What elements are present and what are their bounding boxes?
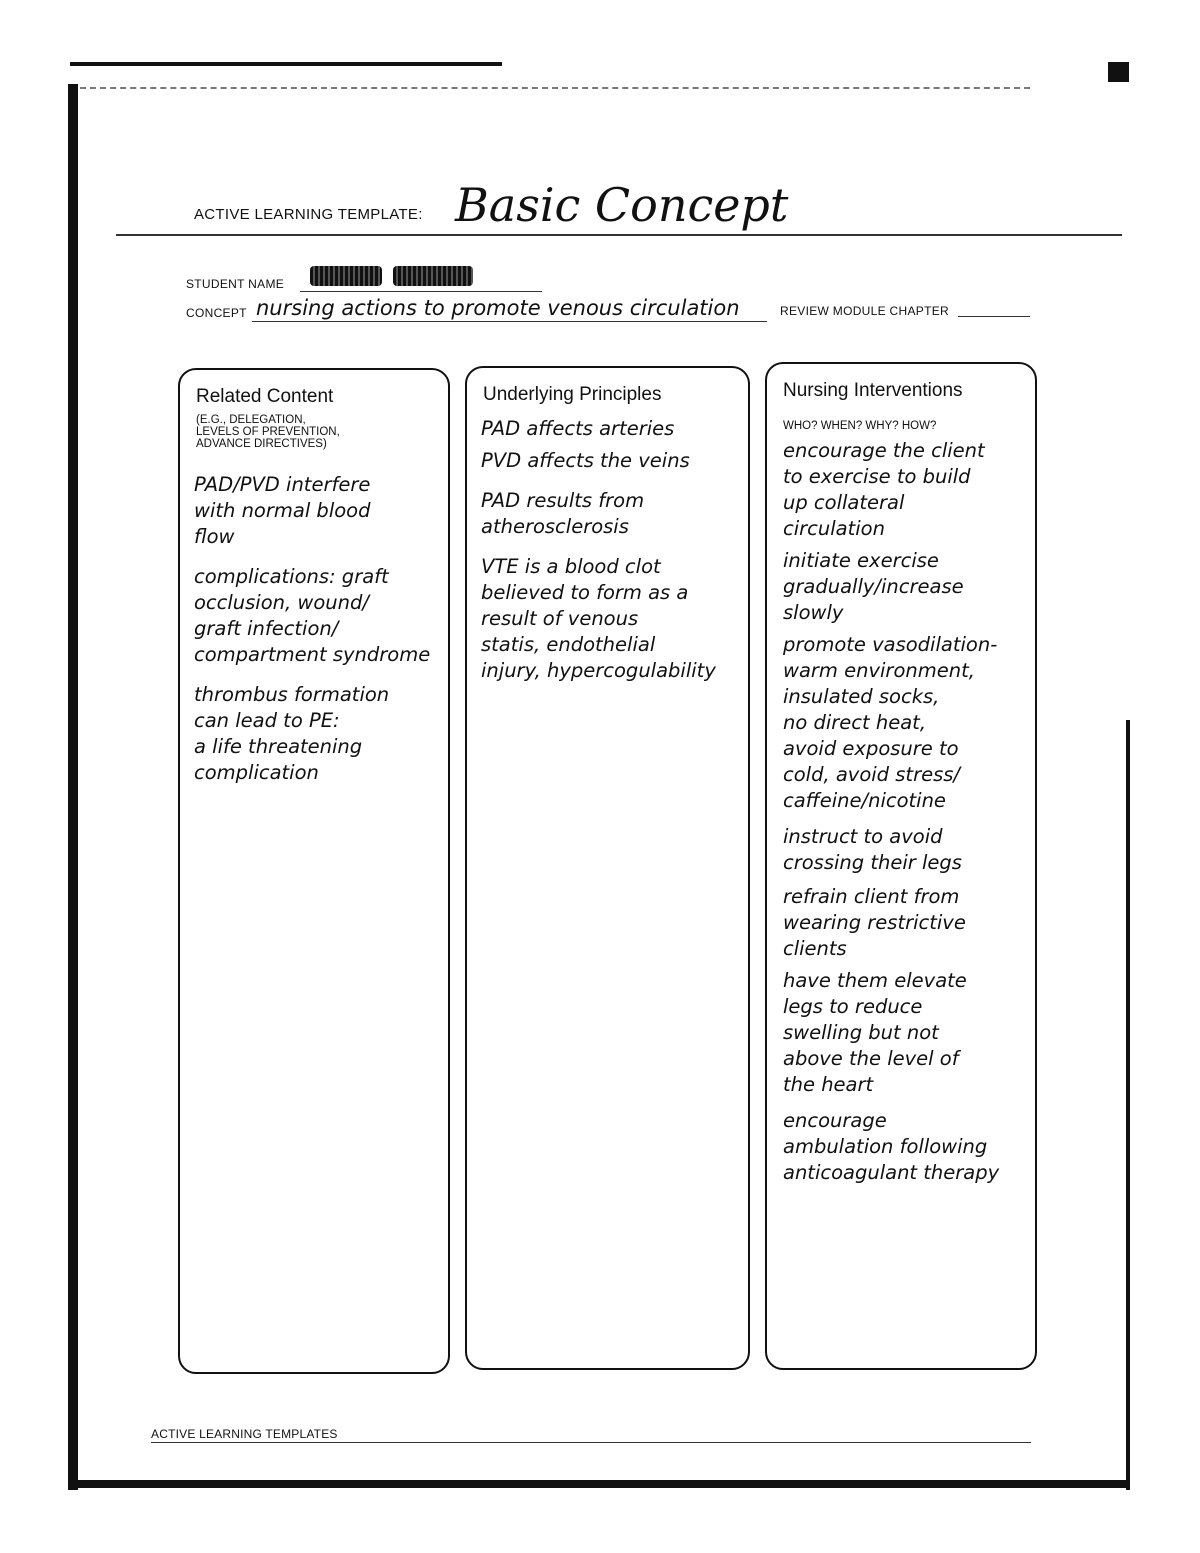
page-title: Basic Concept: [455, 178, 789, 232]
note-entry: encourage ambulation following anticoagulant therapy: [783, 1109, 1000, 1184]
underlying-principles-box: [465, 366, 750, 1370]
related-content-title: Related Content: [196, 386, 334, 407]
concept-line: [252, 321, 767, 322]
nursing-interventions-box: [765, 362, 1037, 1370]
note-entry: thrombus formation can lead to PE: a life threatening complication: [194, 683, 390, 784]
note-entry: encourage the client to exercise to build up collateral circulation: [783, 439, 985, 540]
review-module-line: [958, 316, 1030, 317]
top-dashed-rule: [80, 87, 1030, 89]
title-divider: [116, 234, 1122, 236]
concept-label: CONCEPT: [186, 306, 247, 320]
nursing-interventions-subtitle: WHO? WHEN? WHY? HOW?: [783, 420, 937, 432]
right-scan-edge: [1126, 720, 1130, 1490]
student-name-line: [300, 291, 542, 292]
note-entry: PVD affects the veins: [481, 449, 690, 472]
underlying-principles-notes: [481, 416, 742, 698]
underlying-principles-title: Underlying Principles: [483, 384, 662, 405]
top-border-rule: [70, 62, 502, 66]
bottom-scan-edge: [68, 1480, 1130, 1488]
footer-label: ACTIVE LEARNING TEMPLATES: [151, 1427, 338, 1441]
note-entry: refrain client from wearing restrictive clients: [783, 885, 966, 960]
concept-value: nursing actions to promote venous circulation: [256, 296, 740, 320]
note-entry: have them elevate legs to reduce swelling but not above the level of the heart: [783, 969, 967, 1096]
review-module-label: REVIEW MODULE CHAPTER: [780, 304, 949, 318]
note-entry: PAD results from atherosclerosis: [481, 489, 645, 538]
redacted-last-name: [393, 266, 473, 286]
related-content-box: [178, 368, 450, 1374]
note-entry: PAD affects arteries: [481, 417, 675, 440]
related-content-notes: [194, 472, 442, 800]
related-content-subtitle: (E.G., DELEGATION, LEVELS OF PREVENTION, ADVANCE DIRECTIVES): [196, 414, 340, 450]
note-entry: promote vasodilation- warm environment, insulated socks, no direct heat, avoid exposure to cold, avoid stress/ caffeine/nicotine: [783, 633, 998, 812]
nursing-interventions-notes: [783, 438, 1029, 1200]
note-entry: complications: graft occlusion, wound/ graft infection/ compartment syndrome: [194, 565, 431, 666]
left-scan-edge: [68, 84, 78, 1490]
template-label: ACTIVE LEARNING TEMPLATE:: [194, 206, 423, 223]
student-name-label: STUDENT NAME: [186, 277, 285, 291]
note-entry: instruct to avoid crossing their legs: [783, 825, 962, 874]
redacted-first-name: [310, 266, 382, 286]
nursing-interventions-title: Nursing Interventions: [783, 380, 963, 401]
footer-rule: [151, 1442, 1031, 1443]
note-entry: VTE is a blood clot believed to form as a result of venous statis, endothelial injury, hypercogulability: [481, 555, 716, 682]
corner-registration-mark: [1108, 62, 1129, 82]
note-entry: PAD/PVD interfere with normal blood flow: [194, 473, 371, 548]
note-entry: initiate exercise gradually/increase slowly: [783, 549, 964, 624]
